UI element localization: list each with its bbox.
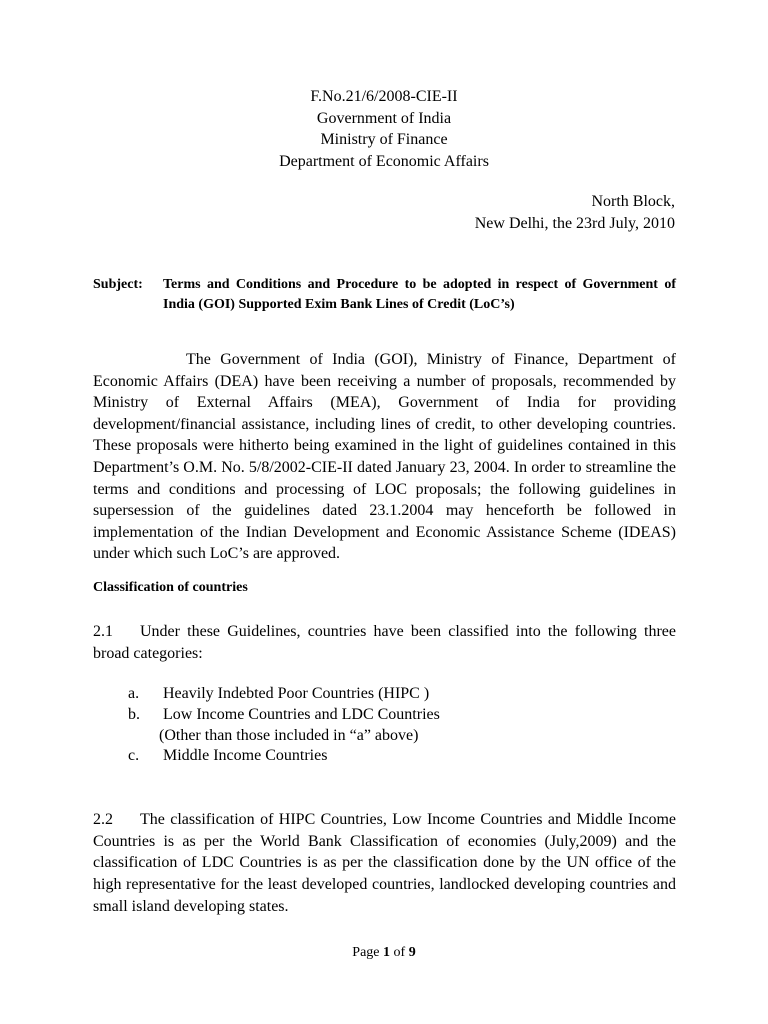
paragraph-2-2 <box>93 809 676 918</box>
paragraph-number: 2.1 <box>93 623 113 640</box>
department-name: Department of Economic Affairs <box>279 152 489 170</box>
file-number: F.No.21/6/2008-CIE-II <box>310 88 458 105</box>
ministry-name: Ministry of Finance <box>320 131 448 148</box>
list-marker: c. <box>128 747 140 765</box>
list-item <box>128 746 440 767</box>
paragraph-text: Under these Guidelines, countries have been classified into the following three broad categories: <box>93 623 676 662</box>
government-name: Government of India <box>316 109 452 127</box>
list-item <box>128 705 440 726</box>
page-of-label: of <box>393 945 406 960</box>
page-current: 1 <box>383 945 391 960</box>
section-heading: Classification of countries <box>93 580 248 595</box>
list-item-text: Middle Income Countries <box>163 747 328 765</box>
list-item-text: Heavily Indebted Poor Countries (HIPC ) <box>163 685 430 702</box>
subject-block <box>93 275 676 314</box>
list-item-text: Low Income Countries and LDC Countries <box>163 705 440 723</box>
paragraph-intro: The Government of India (GOI), Ministry of Finance, Department of Economic Affairs (DEA) have been receiving a number of proposals, recommended by Ministry of External Affairs (MEA), Government of India for providing development/financial assistance, including lines of credit, to other developing countries. These proposals were hitherto being examined in the light of guidelines contained in this Department’s O.M. No. 5/8/2002-CIE-II dated January 23, 2004. In order to streamline the terms and conditions and processing of LOC proposals; the following guidelines in supersession of the guidelines dated 23.1.2004 may henceforth be followed in implementation of the Indian Development and Economic Assistance Scheme (IDEAS) under which such LoC’s are approved. <box>93 351 676 563</box>
page-footer <box>0 945 768 961</box>
list-item <box>128 684 440 705</box>
address-place: North Block, <box>591 193 675 210</box>
address-block <box>475 191 675 234</box>
subject-label: Subject: <box>93 277 143 292</box>
list-marker: b. <box>128 705 140 723</box>
list-item-note <box>128 726 440 747</box>
paragraph-2-1 <box>93 621 676 664</box>
page-label: Page <box>352 945 380 960</box>
paragraph-text: The classification of HIPC Countries, Low Income Countries and Middle Income Countries is as per the World Bank Classification of economies (July,2009) and the classification of LDC Countries is as per the classification done by the UN office of the high representative for the least developed countries, landlocked developing countries and small island developing states. <box>93 811 676 915</box>
letterhead <box>0 86 768 172</box>
page-total: 9 <box>408 945 416 960</box>
paragraph-number: 2.2 <box>93 811 113 828</box>
category-list <box>128 684 440 767</box>
subject-text: Terms and Conditions and Procedure to be adopted in respect of Government of India (GOI) Supported Exim Bank Lines of Credit (LoC’s) <box>163 277 676 312</box>
list-marker: a. <box>128 685 140 702</box>
address-date: New Delhi, the 23rd July, 2010 <box>474 214 675 232</box>
list-item-text: (Other than those included in “a” above) <box>159 726 419 744</box>
